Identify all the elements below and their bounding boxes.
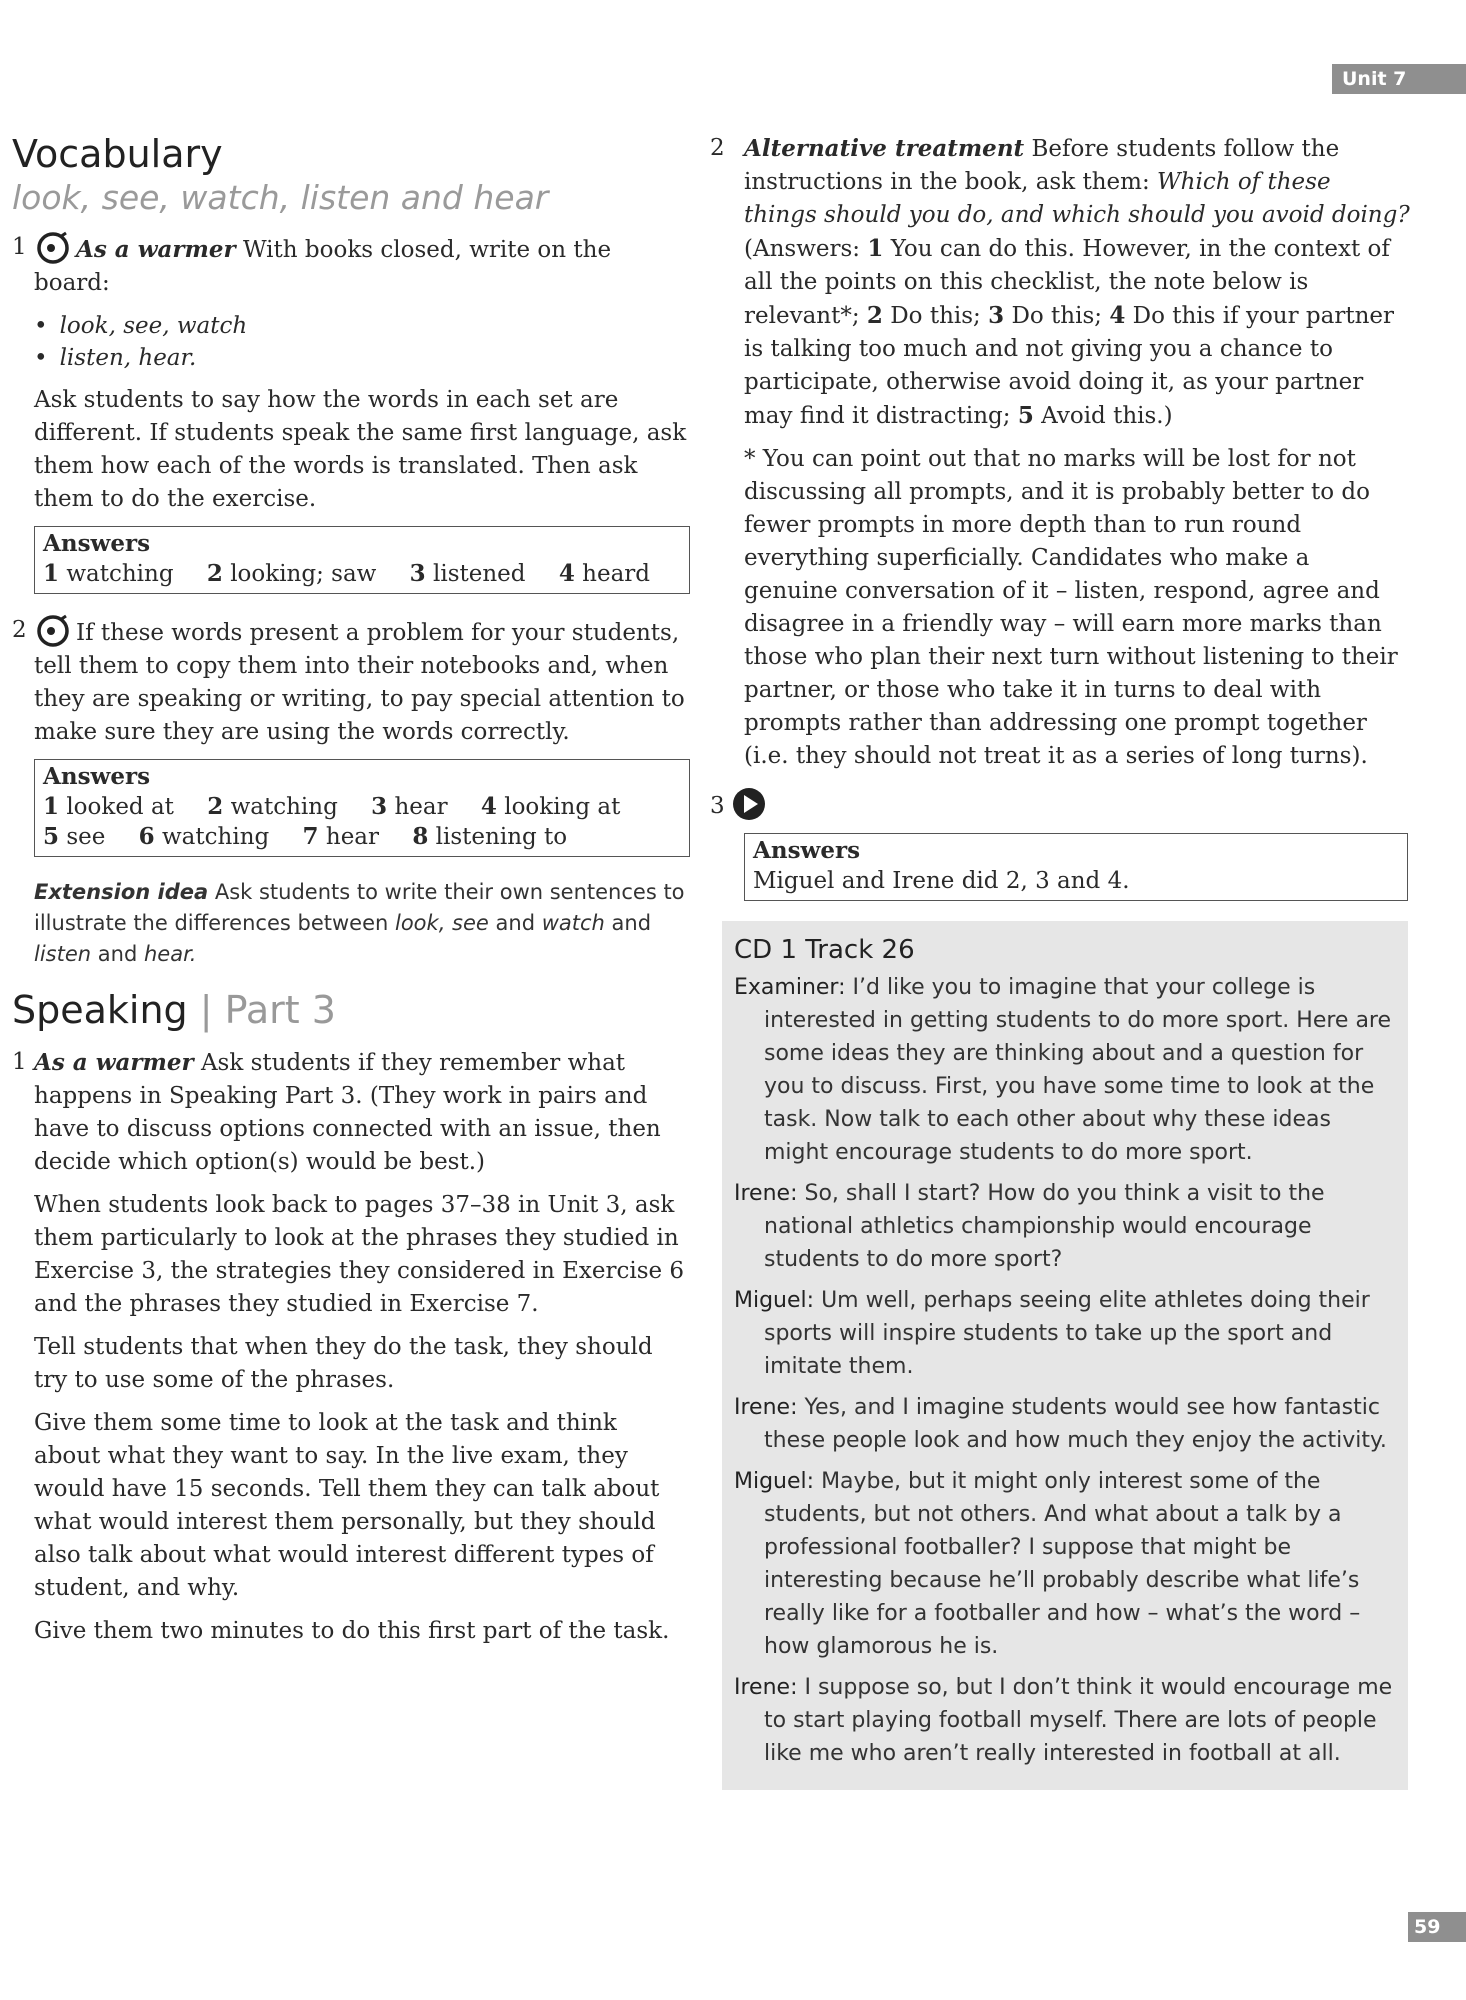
instruction-paragraph: Ask students to say how the words in each set are different. If students speak the same first language, ask them how each of the words is translated. Then ask them to do the exercise. [34,387,687,512]
answers-text: Miguel and Irene did 2, 3 and 4. [753,868,1130,894]
answers-row: 1 looked at 2 watching 3 hear 4 looking at [43,793,621,820]
exercise-text: If these words present a problem for your students, tell them to copy them into their notebooks and, when they are speaking or writing, to pay special attention to make sure they are using the words correctly. [34,620,685,745]
unit-tab: Unit 7 [1332,64,1466,94]
track-title: CD 1 Track 26 [734,935,915,965]
answers-row: 1 watching 2 looking; saw 3 listened 4 heard [43,560,651,587]
answers-box-3 [744,833,1408,901]
warmer-label: As a warmer [76,236,236,263]
exercise-number: 1 [12,234,27,260]
vocabulary-heading: Vocabulary [12,132,223,176]
note-paragraph: * You can point out that no marks will be lost for not discussing all prompts, and it is probably better to do fewer prompts in more depth than to run round everything superficially. Candidates who make a genuine conversation of it – listen, respond, agree and disagree in a friendly way – will earn more marks than those who plan their next turn without listening to their partner, or those who take it in turns to deal with prompts rather than addressing one prompt together (i.e. they should not treat it as a series of long turns). [744,446,1398,769]
exercise-text: Ask students if they remember what happens in Speaking Part 3. (They work in pairs and have to discuss options connected with an issue, then decide which option(s) would be best.) [34,1050,661,1175]
vocabulary-subheading: look, see, watch, listen and hear [12,178,549,217]
speaking-heading: Speaking | Part 3 [12,988,336,1032]
list-item: • look, see, watch [34,310,690,342]
extension-idea: Extension idea Ask students to write their own sentences to illustrate the differences between look, see and watch and listen and hear. [34,880,685,966]
speaking-paragraph: Give them some time to look at the task and think about what they want to say. In the live exam, they would have 15 seconds. Tell them they can talk about what would interest them personally, but they should also talk about what would interest different types of student, and why. [34,1410,660,1601]
speaking-icon [36,231,70,265]
left-column [12,132,690,1658]
speaking-exercise-1 [12,1046,690,1179]
exercise-number: 3 [710,793,725,819]
answers-box-1 [34,526,690,594]
play-icon [732,787,766,821]
vocab-exercise-1 [12,231,690,300]
speaking-icon [36,614,70,648]
speaking-paragraph: Give them two minutes to do this first part of the task. [34,1618,670,1644]
transcript-line: Miguel: Um well, perhaps seeing elite athletes doing their sports will inspire students to take up the sport and imitate them. [734,1288,1370,1379]
exercise-number: 1 [12,1049,27,1075]
transcript-line: Miguel: Maybe, but it might only interest some of the students, but not others. And what about a talk by a professional footballer? I suppose that might be interesting because he’ll probably describe what life’s really like for a footballer and how – what’s the word – how glamorous he is. [734,1469,1361,1659]
transcript-line: Irene: So, shall I start? How do you think a visit to the national athletics championship would encourage students to do more sport? [734,1181,1325,1272]
transcript-line: Irene: Yes, and I imagine students would see how fantastic these people look and how much they enjoy the activity. [734,1395,1387,1453]
answers-heading: Answers [43,763,151,790]
speaking-exercise-3 [710,787,1410,823]
answers-heading: Answers [753,837,861,864]
right-column [710,132,1410,1790]
word-list [12,310,690,374]
transcript-line: Irene: I suppose so, but I don’t think it would encourage me to start playing football myself. There are lots of people like me who aren’t really interested in football at all. [734,1675,1393,1766]
answers-row: 5 see 6 watching 7 hear 8 listening to [43,823,568,850]
speaking-paragraph: Tell students that when they do the task, they should try to use some of the phrases. [34,1334,653,1393]
transcript-line: Examiner: I’d like you to imagine that your college is interested in getting students to do more sport. Here are some ideas they are thinking about and a question for you to discuss. First, you have some time to look at the task. Now talk to each other about why these ideas might encourage students to do more sport. [734,975,1392,1165]
list-item: • listen, hear. [34,342,690,374]
exercise-text: With books closed, write on the board: [34,237,612,296]
speaking-exercise-2: 2 Alternative treatment Before students follow the instructions in the book, ask them: Which of these things should you do, and which should you avoid doing? (Answers: 1 You can do this. However, in the context of all the points on this checklist, the note below is relevant*; 2 Do this; 3 Do this; 4 Do this if your partner is talking too much and not giving you a chance to participate, otherwise avoid doing it, as your partner may find it distracting; 5 Avoid this.) [710,132,1410,433]
answers-heading: Answers [43,530,151,557]
audio-transcript [722,921,1408,1790]
page-number: 59 [1408,1912,1466,1942]
vocab-exercise-2 [12,614,690,749]
exercise-number: 2 [710,135,725,161]
answers-box-2 [34,759,690,857]
exercise-number: 2 [12,617,27,643]
warmer-label: As a warmer [34,1049,194,1076]
speaking-paragraph: When students look back to pages 37–38 in Unit 3, ask them particularly to look at the phrases they studied in Exercise 3, the strategies they considered in Exercise 6 and the phrases they studied in Exercise 7. [34,1192,685,1317]
